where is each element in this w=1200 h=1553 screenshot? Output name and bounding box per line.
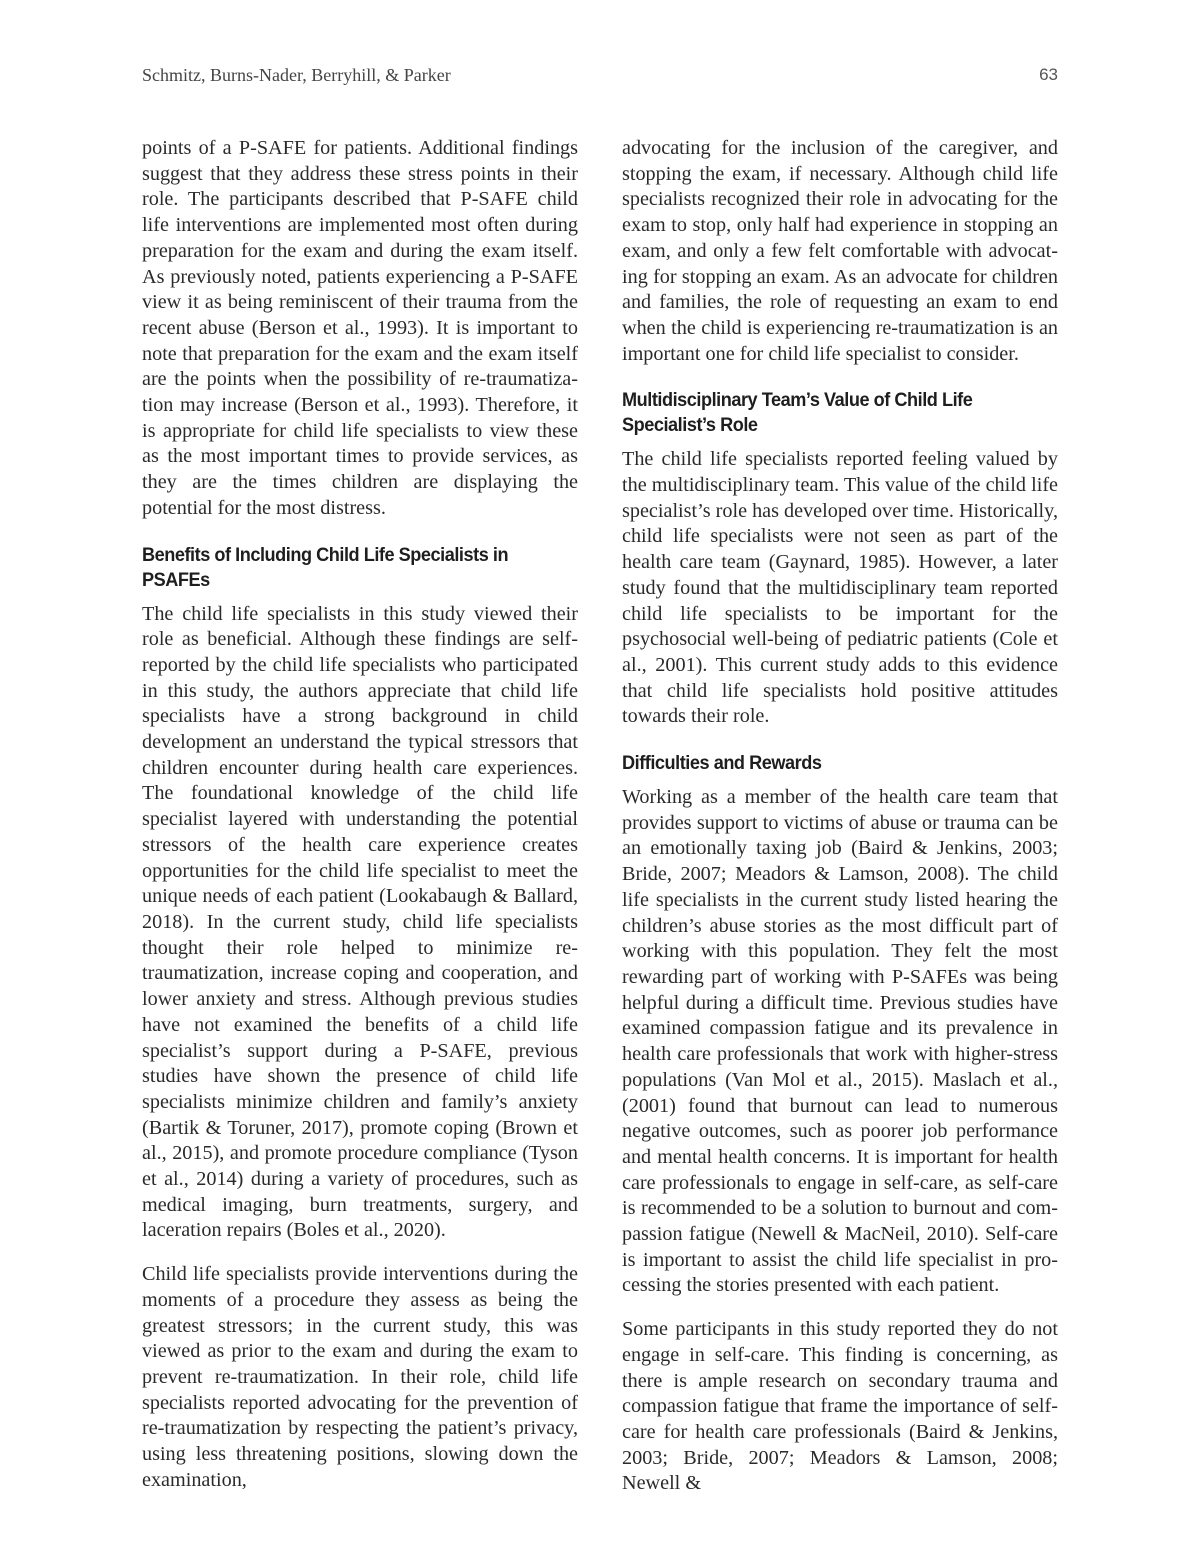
left-paragraph-3: Child life specialists provide interventions during the moments of a procedure they assess as being the greatest stressors; in the current study, this was viewed as prior to the exam and during the exam to prevent re-traumatization. In their role, child life specialists reported advocating for the prevention of re-traumatization by respecting the patient’s privacy, using less threatening positions, slowing down the examination, xyxy=(142,1263,578,1491)
right-column xyxy=(622,136,1058,1497)
section-heading-benefits: Benefits of Including Child Life Specialists in PSAFEs xyxy=(142,543,509,591)
page-number: 63 xyxy=(1039,65,1058,84)
right-paragraph-3: Working as a member of the health care team that provides support to victims of abuse or trauma can be an emotionally taxing job (Baird & Jenkins, 2003; Bride, 2007; Meadors & Lamson, 2008). The child life specialists in the current study listed hearing the children’s abuse stories as the most difficult part of working with this population. They felt the most rewarding part of working with P-SAFEs was being helpful during a difficult time. Previous studies have examined compassion fatigue and its prevalence in health care professionals that work with higher-stress populations (Van Mol et al., 2015). Maslach et al., (2001) found that burnout can lead to numerous negative outcomes, such as poorer job performance and mental health concerns. It is important for health care professionals to engage in self-care, as self-care is recommended to be a solution to burnout and compassion fatigue (Newell & MacNeil, 2010). Self-care is important to assist the child life specialist in processing the stories presented with each patient. xyxy=(622,786,1058,1297)
section-heading-difficulties: Difficulties and Rewards xyxy=(622,752,822,775)
right-paragraph-1: advocating for the inclusion of the caregiver, and stopping the exam, if necessary. Although child life specialists recognized their role in advocating for the exam to stop, only half had experience in stopping an exam, and only a few felt comfortable with advocating for stopping an exam. As an advocate for children and families, the role of requesting an exam to end when the child is experiencing re-traumatization is an important one for child life specialist to consider. xyxy=(622,137,1058,365)
left-column xyxy=(142,136,578,1493)
left-paragraph-2: The child life specialists in this study viewed their role as beneficial. Although these findings are self-reported by the child life specialists who participated in this study, the authors appreciate that child life specialists have a strong background in child development an understand the typical stressors that children encounter during health care experiences. The foundational knowledge of the child life specialist layered with understanding the potential stressors of the health care experience creates opportunities for the child life specialist to meet the unique needs of each patient (Lookabaugh & Ballard, 2018). In the current study, child life specialists thought their role helped to minimize re-traumatization, increase coping and cooperation, and lower anxiety and stress. Although previous studies have not examined the benefits of a child life specialist’s support during a P-SAFE, previous studies have shown the presence of child life specialists minimize children and family’s anxiety (Bartik & Toruner, 2017), promote coping (Brown et al., 2015), and promote procedure compliance (Tyson et al., 2014) during a variety of procedures, such as medical imaging, burn treatments, surgery, and laceration repairs (Boles et al., 2020). xyxy=(142,602,578,1242)
left-paragraph-1: points of a P-SAFE for patients. Additional findings suggest that they address these stress points in their role. The participants described that P-SAFE child life interventions are implemented most often during preparation for the exam and during the exam itself. As previously noted, patients experiencing a P-SAFE view it as being reminiscent of their trauma from the recent abuse (Berson et al., 1993). It is important to note that preparation for the exam and the exam itself are the points when the possibility of re-traumatization may increase (Berson et al., 1993). Therefore, it is appropriate for child life specialists to view these as the most important times to provide services, as they are the times children are displaying the potential for the most distress. xyxy=(142,137,578,519)
right-paragraph-4: Some participants in this study reported they do not engage in self-care. This finding is concerning, as there is ample research on secondary trauma and compassion fatigue that frame the importance of self-care for health care professionals (Baird & Jenkins, 2003; Bride, 2007; Meadors & Lamson, 2008; Newell & xyxy=(622,1318,1058,1495)
header-authors: Schmitz, Burns-Nader, Berryhill, & Parker xyxy=(142,64,451,85)
section-heading-multidisciplinary: Multidisciplinary Team’s Value of Child Life Specialist’s Role xyxy=(622,389,973,437)
running-header xyxy=(142,62,1058,88)
right-paragraph-2: The child life specialists reported feeling valued by the multidisciplinary team. This value of the child life specialist’s role has developed over time. Historically, child life specialists were not seen as part of the health care team (Gaynard, 1985). However, a later study found that the multidisciplinary team reported child life specialists to be important for the psychosocial well-being of pediatric patients (Cole et al., 2001). This current study adds to this evidence that child life specialists hold positive attitudes towards their role. xyxy=(622,448,1058,728)
